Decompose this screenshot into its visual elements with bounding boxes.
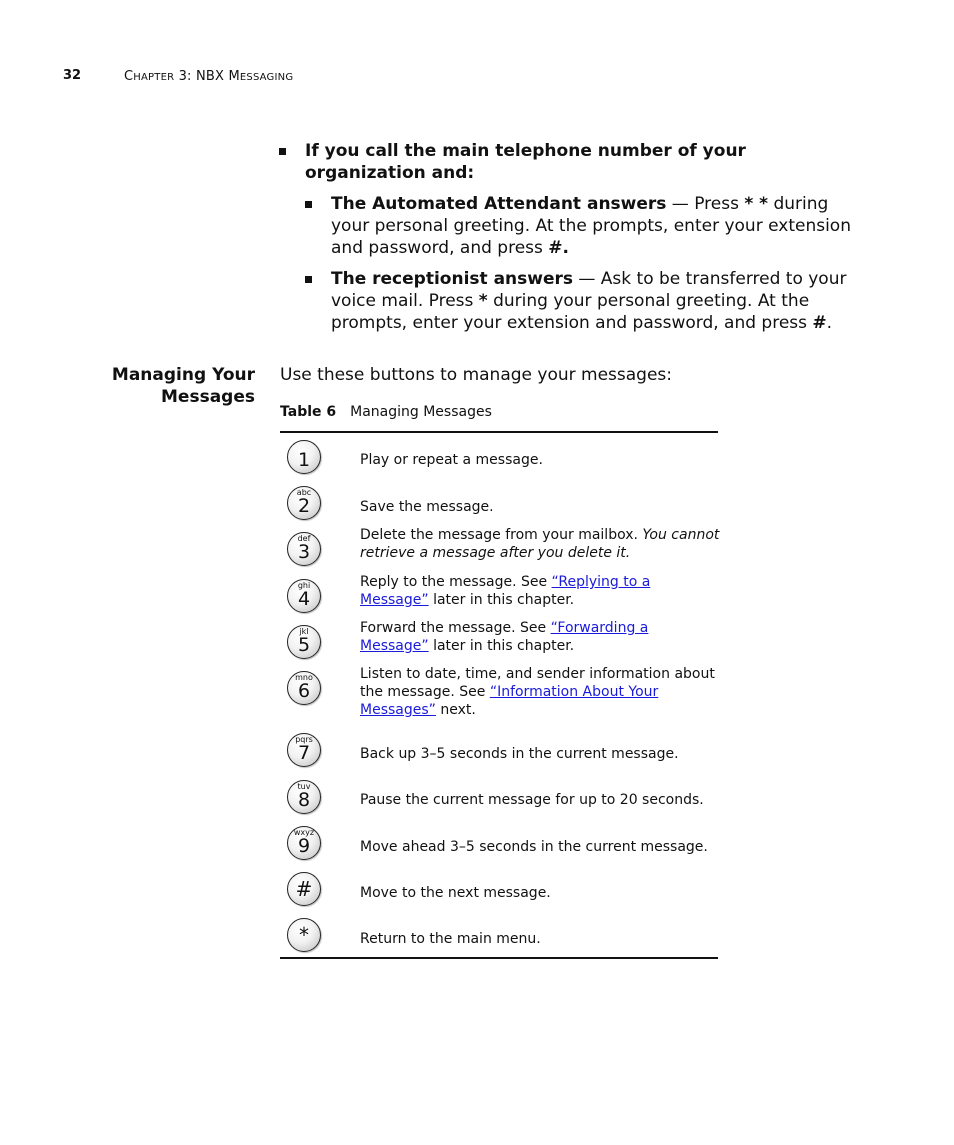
key-digit: 7 (297, 742, 311, 764)
table-top-rule (280, 431, 718, 433)
running-head-middle: 3: NBX M (174, 69, 240, 84)
row-text: Pause the current message for up to 20 seconds. (360, 792, 704, 808)
row-description (360, 573, 720, 609)
row-text: Back up 3–5 seconds in the current message. (360, 746, 679, 762)
key-digit: 6 (297, 680, 311, 702)
row-description (360, 498, 720, 516)
key-7-icon (287, 733, 321, 767)
row-description (360, 745, 720, 763)
row-text-post: later in this chapter. (428, 592, 575, 608)
link-information-about-your-messages[interactable]: “Information About Your Messages” (360, 684, 659, 718)
row-text: Save the message. (360, 499, 494, 515)
row-italic: You cannot retrieve a message after you delete it. (360, 527, 720, 561)
section-heading-line1: Managing Your (111, 365, 255, 385)
key-5-icon (287, 625, 321, 659)
bullet-square-icon (305, 201, 312, 208)
row-text: Move ahead 3–5 seconds in the current message. (360, 839, 708, 855)
row-description (360, 930, 720, 948)
table-bottom-rule (280, 957, 718, 959)
running-head-initial: C (124, 69, 134, 84)
running-head-smallcaps-1: HAPTER (133, 72, 175, 83)
row-text: Listen to date, time, and sender information about the message. See (360, 666, 715, 700)
row-text-post: later in this chapter. (428, 638, 575, 654)
sub-bullet-bold: The Automated Attendant answers (331, 194, 667, 214)
link-forwarding-a-message[interactable]: “Forwarding a Message” (360, 620, 649, 654)
row-description (360, 884, 720, 902)
key-3-icon (287, 532, 321, 566)
running-head-smallcaps-2: ESSAGING (239, 72, 294, 83)
sub-bullet-text (331, 268, 855, 334)
row-text: Delete the message from your mailbox. (360, 527, 643, 543)
sub-bullet-t2: during your personal greeting. At the prompts, enter your extension and password, and press (331, 291, 813, 333)
key-digit: 9 (297, 835, 311, 857)
key-letters: tuv (297, 782, 311, 791)
sub-bullet-key: * * (744, 194, 769, 214)
sub-bullet-receptionist (305, 268, 855, 334)
row-text: Move to the next message. (360, 885, 551, 901)
key-letters: jkl (299, 627, 309, 636)
key-pound-icon (287, 872, 321, 906)
key-letters: mno (295, 673, 313, 682)
key-letters: pqrs (295, 735, 313, 744)
key-9-icon (287, 826, 321, 860)
key-1-icon (287, 440, 321, 474)
running-head (124, 69, 293, 84)
table-caption (280, 403, 492, 421)
sub-bullet-t2: during your personal greeting. At the prompts, enter your extension and password, and press (331, 194, 851, 258)
sub-bullet-text (331, 193, 855, 259)
key-digit: 3 (297, 541, 311, 563)
key-letters: wxyz (293, 828, 315, 837)
key-digit: # (295, 877, 313, 901)
key-digit: 1 (297, 449, 311, 471)
row-text: Return to the main menu. (360, 931, 541, 947)
key-6-icon (287, 671, 321, 705)
link-replying-to-a-message[interactable]: “Replying to a Message” (360, 574, 651, 608)
row-description (360, 791, 720, 809)
section-heading-line2: Messages (161, 387, 255, 407)
key-letters: def (297, 534, 311, 543)
row-description (360, 665, 720, 719)
page-number: 32 (63, 68, 82, 83)
key-letters: abc (296, 488, 312, 497)
row-text: Play or repeat a message. (360, 452, 543, 468)
main-bullet-text: If you call the main telephone number of your organization and: (305, 141, 746, 183)
row-description (360, 526, 720, 562)
row-text-post: next. (435, 702, 476, 718)
bullet-square-icon (305, 276, 312, 283)
key-letters: ghi (297, 581, 311, 590)
key-digit: * (299, 923, 309, 947)
sub-bullet-automated-attendant (305, 193, 855, 259)
key-digit: 4 (297, 588, 311, 610)
key-digit: 8 (297, 789, 311, 811)
sub-bullet-t3: . (826, 313, 833, 333)
row-text: Forward the message. See (360, 620, 551, 636)
row-description (360, 619, 720, 655)
key-digit: 2 (297, 495, 311, 517)
table-title: Managing Messages (350, 404, 492, 420)
sub-bullet-t1: — Ask to be transferred to your voice mail. Press (331, 269, 847, 311)
sub-bullet-bold: The receptionist answers (331, 269, 573, 289)
section-heading (100, 364, 255, 408)
key-star-icon (287, 918, 321, 952)
section-intro: Use these buttons to manage your messages: (280, 365, 673, 385)
key-2-icon (287, 486, 321, 520)
sub-bullet-t1: — Press (666, 194, 745, 214)
bullet-square-icon (279, 148, 286, 155)
sub-bullet-key: * (478, 291, 488, 311)
key-4-icon (287, 579, 321, 613)
row-text: Reply to the message. See (360, 574, 552, 590)
table-label: Table 6 (280, 404, 337, 420)
row-description (360, 838, 720, 856)
main-bullet (279, 140, 849, 184)
row-description (360, 451, 720, 469)
key-8-icon (287, 780, 321, 814)
sub-bullet-key-2: #. (548, 238, 569, 258)
key-digit: 5 (297, 634, 311, 656)
sub-bullet-key-2: # (812, 313, 827, 333)
